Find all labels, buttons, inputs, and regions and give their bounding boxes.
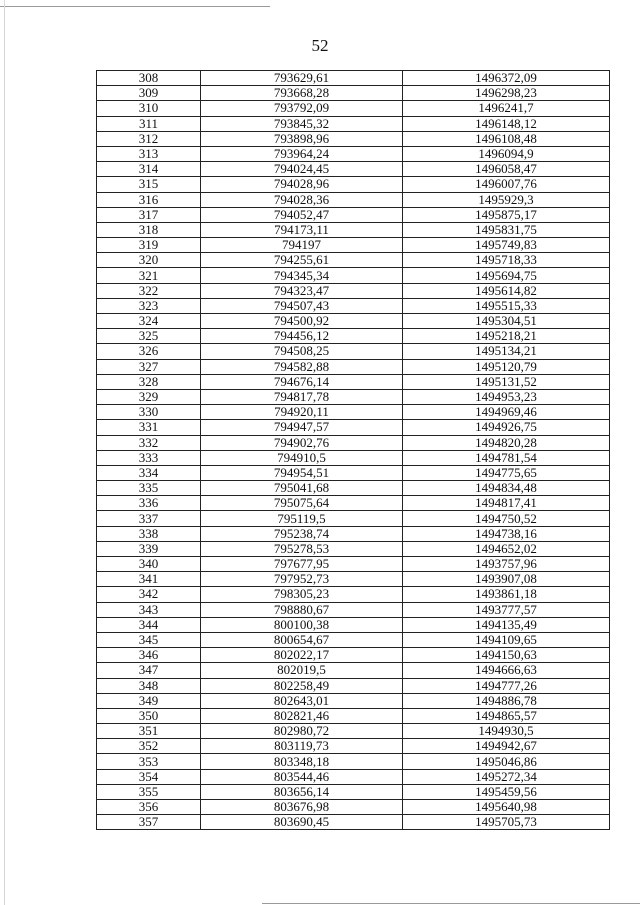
point-number-cell: 333: [97, 450, 201, 465]
x-coordinate-cell: 802821,46: [201, 708, 403, 723]
coordinates-table-body: [97, 71, 610, 830]
table-row: [97, 557, 610, 572]
x-coordinate-cell: 798880,67: [201, 602, 403, 617]
x-coordinate-cell: 800100,38: [201, 617, 403, 632]
y-coordinate-cell: 1495131,52: [403, 374, 610, 389]
point-number-cell: 331: [97, 420, 201, 435]
point-number-cell: 319: [97, 238, 201, 253]
y-coordinate-cell: 1495640,98: [403, 800, 610, 815]
x-coordinate-cell: 794173,11: [201, 222, 403, 237]
y-coordinate-cell: 1494750,52: [403, 511, 610, 526]
point-number-cell: 351: [97, 724, 201, 739]
table-row: [97, 192, 610, 207]
point-number-cell: 324: [97, 314, 201, 329]
y-coordinate-cell: 1495459,56: [403, 784, 610, 799]
table-row: [97, 450, 610, 465]
table-row: [97, 207, 610, 222]
table-row: [97, 298, 610, 313]
table-row: [97, 177, 610, 192]
x-coordinate-cell: 803656,14: [201, 784, 403, 799]
point-number-cell: 355: [97, 784, 201, 799]
y-coordinate-cell: 1494652,02: [403, 541, 610, 556]
table-row: [97, 131, 610, 146]
x-coordinate-cell: 794902,76: [201, 435, 403, 450]
y-coordinate-cell: 1496108,48: [403, 131, 610, 146]
table-row: [97, 632, 610, 647]
x-coordinate-cell: 802022,17: [201, 648, 403, 663]
point-number-cell: 330: [97, 405, 201, 420]
table-row: [97, 754, 610, 769]
table-row: [97, 496, 610, 511]
x-coordinate-cell: 794817,78: [201, 389, 403, 404]
point-number-cell: 335: [97, 481, 201, 496]
table-row: [97, 101, 610, 116]
y-coordinate-cell: 1496148,12: [403, 116, 610, 131]
x-coordinate-cell: 794323,47: [201, 283, 403, 298]
x-coordinate-cell: 803348,18: [201, 754, 403, 769]
y-coordinate-cell: 1495929,3: [403, 192, 610, 207]
y-coordinate-cell: 1495272,34: [403, 769, 610, 784]
table-row: [97, 359, 610, 374]
point-number-cell: 308: [97, 71, 201, 86]
table-row: [97, 678, 610, 693]
y-coordinate-cell: 1493861,18: [403, 587, 610, 602]
point-number-cell: 332: [97, 435, 201, 450]
x-coordinate-cell: 794456,12: [201, 329, 403, 344]
y-coordinate-cell: 1494886,78: [403, 693, 610, 708]
point-number-cell: 329: [97, 389, 201, 404]
x-coordinate-cell: 794024,45: [201, 162, 403, 177]
point-number-cell: 356: [97, 800, 201, 815]
y-coordinate-cell: 1495614,82: [403, 283, 610, 298]
point-number-cell: 334: [97, 465, 201, 480]
point-number-cell: 321: [97, 268, 201, 283]
page-number: 52: [311, 36, 329, 55]
table-row: [97, 693, 610, 708]
table-row: [97, 541, 610, 556]
point-number-cell: 316: [97, 192, 201, 207]
point-number-cell: 325: [97, 329, 201, 344]
table-row: [97, 587, 610, 602]
x-coordinate-cell: 803119,73: [201, 739, 403, 754]
point-number-cell: 320: [97, 253, 201, 268]
table-row: [97, 663, 610, 678]
x-coordinate-cell: 797677,95: [201, 557, 403, 572]
y-coordinate-cell: 1496094,9: [403, 146, 610, 161]
y-coordinate-cell: 1495046,86: [403, 754, 610, 769]
table-row: [97, 572, 610, 587]
table-row: [97, 784, 610, 799]
y-coordinate-cell: 1494865,57: [403, 708, 610, 723]
x-coordinate-cell: 794947,57: [201, 420, 403, 435]
table-row: [97, 389, 610, 404]
y-coordinate-cell: 1496241,7: [403, 101, 610, 116]
table-row: [97, 222, 610, 237]
y-coordinate-cell: 1495705,73: [403, 815, 610, 830]
table-row: [97, 238, 610, 253]
x-coordinate-cell: 802258,49: [201, 678, 403, 693]
point-number-cell: 315: [97, 177, 201, 192]
table-row: [97, 526, 610, 541]
y-coordinate-cell: 1494926,75: [403, 420, 610, 435]
x-coordinate-cell: 794345,34: [201, 268, 403, 283]
y-coordinate-cell: 1494953,23: [403, 389, 610, 404]
y-coordinate-cell: 1493777,57: [403, 602, 610, 617]
point-number-cell: 339: [97, 541, 201, 556]
x-coordinate-cell: 794507,43: [201, 298, 403, 313]
point-number-cell: 342: [97, 587, 201, 602]
x-coordinate-cell: 795119,5: [201, 511, 403, 526]
x-coordinate-cell: 793898,96: [201, 131, 403, 146]
x-coordinate-cell: 798305,23: [201, 587, 403, 602]
table-row: [97, 739, 610, 754]
table-row: [97, 253, 610, 268]
x-coordinate-cell: 803676,98: [201, 800, 403, 815]
point-number-cell: 317: [97, 207, 201, 222]
point-number-cell: 348: [97, 678, 201, 693]
y-coordinate-cell: 1495120,79: [403, 359, 610, 374]
table-row: [97, 268, 610, 283]
table-row: [97, 314, 610, 329]
point-number-cell: 350: [97, 708, 201, 723]
y-coordinate-cell: 1493907,08: [403, 572, 610, 587]
x-coordinate-cell: 802980,72: [201, 724, 403, 739]
y-coordinate-cell: 1496372,09: [403, 71, 610, 86]
x-coordinate-cell: 794910,5: [201, 450, 403, 465]
table-row: [97, 435, 610, 450]
x-coordinate-cell: 793845,32: [201, 116, 403, 131]
y-coordinate-cell: 1495718,33: [403, 253, 610, 268]
y-coordinate-cell: 1494930,5: [403, 724, 610, 739]
x-coordinate-cell: 794052,47: [201, 207, 403, 222]
y-coordinate-cell: 1494150,63: [403, 648, 610, 663]
point-number-cell: 346: [97, 648, 201, 663]
scan-left-edge: [4, 0, 5, 905]
table-row: [97, 86, 610, 101]
point-number-cell: 344: [97, 617, 201, 632]
y-coordinate-cell: 1494666,63: [403, 663, 610, 678]
x-coordinate-cell: 802643,01: [201, 693, 403, 708]
x-coordinate-cell: 795041,68: [201, 481, 403, 496]
y-coordinate-cell: 1494135,49: [403, 617, 610, 632]
point-number-cell: 327: [97, 359, 201, 374]
table-row: [97, 800, 610, 815]
y-coordinate-cell: 1495304,51: [403, 314, 610, 329]
table-row: [97, 481, 610, 496]
table-row: [97, 708, 610, 723]
point-number-cell: 337: [97, 511, 201, 526]
point-number-cell: 353: [97, 754, 201, 769]
table-row: [97, 146, 610, 161]
x-coordinate-cell: 794920,11: [201, 405, 403, 420]
y-coordinate-cell: 1494109,65: [403, 632, 610, 647]
y-coordinate-cell: 1495875,17: [403, 207, 610, 222]
y-coordinate-cell: 1493757,96: [403, 557, 610, 572]
y-coordinate-cell: 1494775,65: [403, 465, 610, 480]
x-coordinate-cell: 803544,46: [201, 769, 403, 784]
table-row: [97, 374, 610, 389]
table-row: [97, 71, 610, 86]
table-row: [97, 420, 610, 435]
table-row: [97, 617, 610, 632]
point-number-cell: 347: [97, 663, 201, 678]
table-row: [97, 344, 610, 359]
x-coordinate-cell: 794508,25: [201, 344, 403, 359]
x-coordinate-cell: 794028,36: [201, 192, 403, 207]
x-coordinate-cell: 802019,5: [201, 663, 403, 678]
x-coordinate-cell: 794582,88: [201, 359, 403, 374]
y-coordinate-cell: 1494820,28: [403, 435, 610, 450]
y-coordinate-cell: 1495218,21: [403, 329, 610, 344]
point-number-cell: 328: [97, 374, 201, 389]
point-number-cell: 357: [97, 815, 201, 830]
x-coordinate-cell: 795238,74: [201, 526, 403, 541]
scan-top-line: [0, 6, 270, 7]
y-coordinate-cell: 1494738,16: [403, 526, 610, 541]
table-row: [97, 602, 610, 617]
x-coordinate-cell: 794255,61: [201, 253, 403, 268]
table-row: [97, 329, 610, 344]
y-coordinate-cell: 1494777,26: [403, 678, 610, 693]
x-coordinate-cell: 800654,67: [201, 632, 403, 647]
y-coordinate-cell: 1496058,47: [403, 162, 610, 177]
point-number-cell: 323: [97, 298, 201, 313]
table-row: [97, 162, 610, 177]
y-coordinate-cell: 1496007,76: [403, 177, 610, 192]
coordinates-table: [96, 70, 610, 830]
table-row: [97, 116, 610, 131]
point-number-cell: 309: [97, 86, 201, 101]
point-number-cell: 345: [97, 632, 201, 647]
x-coordinate-cell: 793964,24: [201, 146, 403, 161]
table-row: [97, 724, 610, 739]
y-coordinate-cell: 1494969,46: [403, 405, 610, 420]
point-number-cell: 322: [97, 283, 201, 298]
scan-bottom-line: [262, 903, 640, 904]
x-coordinate-cell: 794954,51: [201, 465, 403, 480]
x-coordinate-cell: 793792,09: [201, 101, 403, 116]
table-row: [97, 815, 610, 830]
x-coordinate-cell: 797952,73: [201, 572, 403, 587]
point-number-cell: 352: [97, 739, 201, 754]
point-number-cell: 326: [97, 344, 201, 359]
x-coordinate-cell: 794197: [201, 238, 403, 253]
table-row: [97, 405, 610, 420]
point-number-cell: 340: [97, 557, 201, 572]
y-coordinate-cell: 1495134,21: [403, 344, 610, 359]
y-coordinate-cell: 1494817,41: [403, 496, 610, 511]
y-coordinate-cell: 1495694,75: [403, 268, 610, 283]
table-row: [97, 465, 610, 480]
x-coordinate-cell: 793668,28: [201, 86, 403, 101]
y-coordinate-cell: 1495749,83: [403, 238, 610, 253]
point-number-cell: 314: [97, 162, 201, 177]
table-row: [97, 511, 610, 526]
y-coordinate-cell: 1495831,75: [403, 222, 610, 237]
x-coordinate-cell: 803690,45: [201, 815, 403, 830]
y-coordinate-cell: 1496298,23: [403, 86, 610, 101]
table-row: [97, 648, 610, 663]
y-coordinate-cell: 1495515,33: [403, 298, 610, 313]
point-number-cell: 312: [97, 131, 201, 146]
x-coordinate-cell: 795075,64: [201, 496, 403, 511]
x-coordinate-cell: 794500,92: [201, 314, 403, 329]
point-number-cell: 341: [97, 572, 201, 587]
y-coordinate-cell: 1494942,67: [403, 739, 610, 754]
point-number-cell: 349: [97, 693, 201, 708]
x-coordinate-cell: 794028,96: [201, 177, 403, 192]
x-coordinate-cell: 794676,14: [201, 374, 403, 389]
x-coordinate-cell: 793629,61: [201, 71, 403, 86]
point-number-cell: 336: [97, 496, 201, 511]
point-number-cell: 310: [97, 101, 201, 116]
point-number-cell: 354: [97, 769, 201, 784]
point-number-cell: 311: [97, 116, 201, 131]
table-row: [97, 283, 610, 298]
point-number-cell: 343: [97, 602, 201, 617]
x-coordinate-cell: 795278,53: [201, 541, 403, 556]
point-number-cell: 338: [97, 526, 201, 541]
table-row: [97, 769, 610, 784]
y-coordinate-cell: 1494834,48: [403, 481, 610, 496]
point-number-cell: 318: [97, 222, 201, 237]
point-number-cell: 313: [97, 146, 201, 161]
y-coordinate-cell: 1494781,54: [403, 450, 610, 465]
